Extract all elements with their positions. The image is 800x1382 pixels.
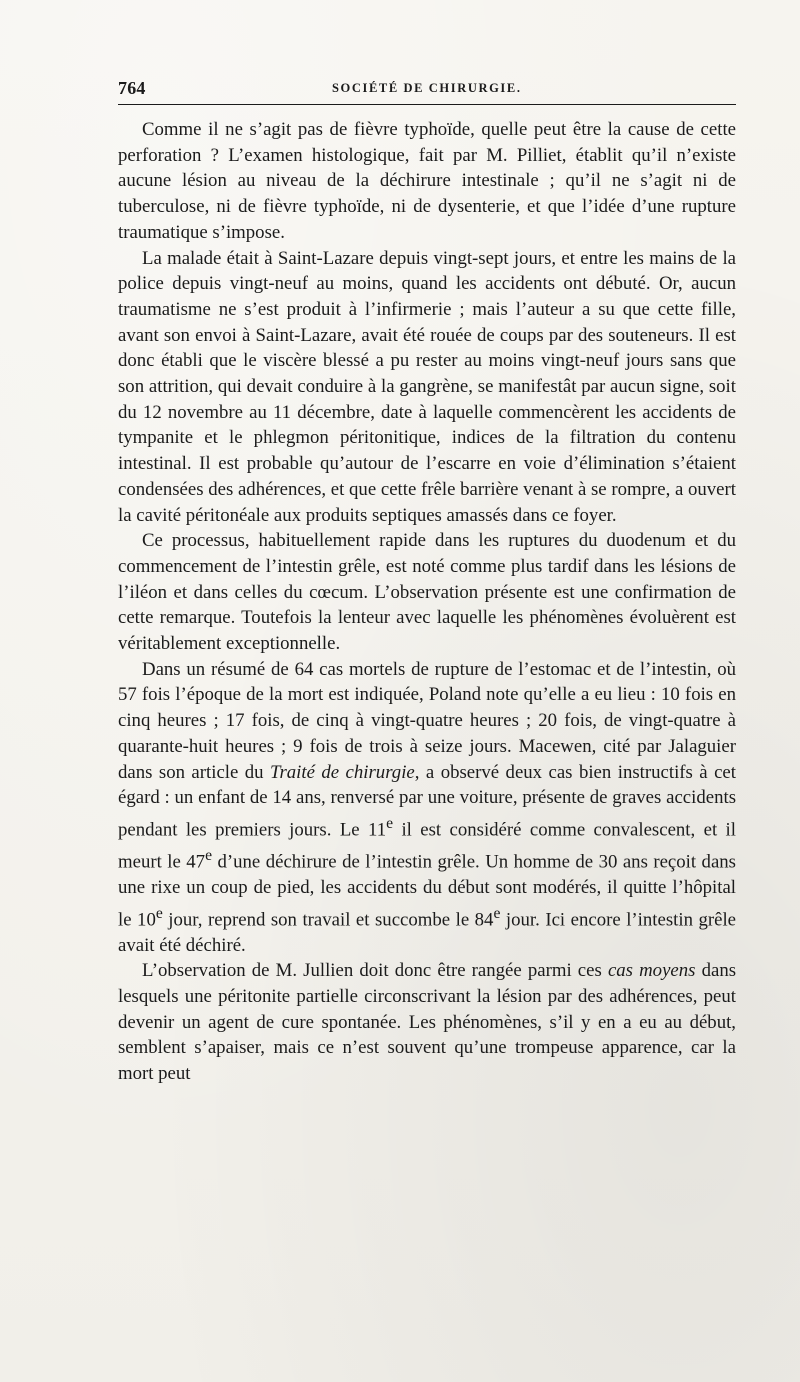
ordinal-suffix: e	[386, 814, 394, 832]
ordinal-suffix: e	[205, 846, 213, 864]
ordinal-suffix: e	[155, 904, 163, 922]
paragraph	[118, 657, 736, 959]
text-run: jour, reprend son travail et succombe le 84	[162, 908, 494, 930]
page-number: 764	[118, 78, 146, 98]
body-text	[118, 117, 736, 1087]
emphasis: cas moyens	[607, 960, 696, 982]
text-run: jour. Ici encore l’intestin grêle avait été déchiré.	[118, 908, 737, 956]
text-run: dans lesquels une péritonite partielle circonscrivant la lésion par des adhérences, peut devenir un agent de cure spontanée. Les phénomènes, s’il y en a eu au début, semblent s’apaiser, mais ce n’est souvent qu’une trompeuse apparence, car la mort peut	[118, 960, 737, 1085]
book-title: Traité de chirurgie	[270, 761, 415, 783]
paragraph: Ce processus, habituellement rapide dans les ruptures du duodenum et du commencement de l’intestin grêle, est noté comme plus tardif dans les lésions de l’iléon et dans celles du cœcum. L’observation présente est une confirmation de cette remarque. Toutefois la lenteur avec laquelle les phénomènes évoluèrent est véritablement exceptionnelle.	[118, 530, 736, 655]
paragraph: La malade était à Saint-Lazare depuis vingt-sept jours, et entre les mains de la police depuis vingt-neuf au moins, quand les accidents ont débuté. Or, aucun traumatisme ne s’est produit à l’infirmerie ; mais l’auteur a su que cette fille, avant son envoi à Saint-Lazare, avait été rouée de coups par des souteneurs. Il est donc établi que le viscère blessé a pu rester au moins vingt-neuf jours sans que son attrition, qui devait conduire à la gangrène, se manifestât par aucun signe, soit du 12 novembre au 11 décembre, date à laquelle commencèrent les accidents de tympanite et le phlegmon péritonitique, indices de la filtration du contenu intestinal. Il est probable qu’autour de l’escarre en voie d’élimination s’étaient condensées des adhérences, et que cette frêle barrière venant à se rompre, a ouvert la cavité péritonéale aux produits septiques amassés dans ce foyer.	[118, 247, 736, 526]
text-run: d’une déchirure de l’intestin grêle. Un homme de 30 ans reçoit dans une rixe un coup de pied, les accidents du début sont modérés, il quitte l’hôpital le 10	[118, 851, 736, 930]
page-header	[118, 78, 736, 100]
ordinal-suffix: e	[493, 904, 501, 922]
text-run: L’observation de M. Jullien doit donc être rangée parmi ces	[142, 960, 608, 982]
text-run: , a observé deux cas bien instructifs à cet égard : un enfant de 14 ans, renversé par une voiture, présente de graves accidents pendant les premiers jours. Le 11	[118, 761, 736, 841]
text-run: il est considéré comme convalescent, et il meurt le 47	[118, 819, 736, 873]
text-run: Dans un résumé de 64 cas mortels de rupture de l’estomac et de l’intestin, où 57 fois l’époque de la mort est indiquée, Poland note qu’elle a eu lieu : 10 fois en cinq heures ; 17 fois, de cinq à vingt-quatre heures ; 20 fois, de vingt-quatre à quarante-huit heures ; 9 fois de trois à seize jours. Macewen, cité par Jalaguier dans son article du	[118, 658, 736, 783]
paragraph	[118, 958, 736, 1087]
paragraph: Comme il ne s’agit pas de fièvre typhoïde, quelle peut être la cause de cette perforation ? L’examen histologique, fait par M. Pilliet, établit qu’il n’existe aucune lésion au niveau de la déchirure intestinale ; qu’il ne s’agit ni de tuberculose, ni de fièvre typhoïde, ni de dysenterie, et que l’idée d’une rupture traumatique s’impose.	[118, 119, 736, 243]
header-rule	[118, 104, 736, 105]
running-head: SOCIÉTÉ DE CHIRURGIE.	[332, 81, 522, 95]
